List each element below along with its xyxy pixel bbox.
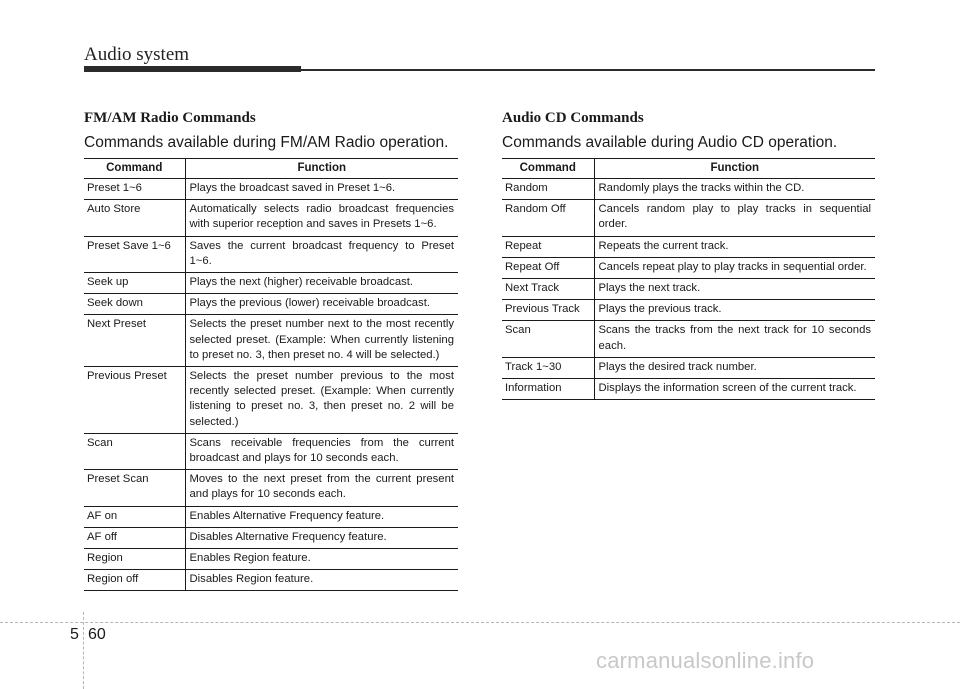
- table-row: [502, 321, 875, 357]
- table-row: [502, 379, 875, 400]
- function-cell: Plays the desired track number.: [594, 357, 875, 378]
- header-rule-thin: [301, 69, 875, 71]
- function-cell: Scans the tracks from the next track for 10 seconds each.: [594, 321, 875, 357]
- function-cell: Plays the next track.: [594, 279, 875, 300]
- table-row: [502, 236, 875, 257]
- audio-cd-commands-section: [502, 110, 875, 400]
- command-cell: Seek down: [84, 294, 185, 315]
- command-cell: Preset Save 1~6: [84, 236, 185, 272]
- command-cell: Scan: [502, 321, 594, 357]
- table-row: [502, 200, 875, 236]
- table-row: [84, 315, 458, 367]
- function-cell: Displays the information screen of the current track.: [594, 379, 875, 400]
- fm-am-table-body: [84, 179, 458, 591]
- command-cell: Region: [84, 549, 185, 570]
- audio-cd-table-body: [502, 179, 875, 400]
- command-cell: Track 1~30: [502, 357, 594, 378]
- footer-divider: [0, 622, 960, 623]
- command-cell: Next Track: [502, 279, 594, 300]
- command-cell: AF on: [84, 506, 185, 527]
- command-cell: Seek up: [84, 273, 185, 294]
- table-row: [502, 357, 875, 378]
- table-row: [84, 527, 458, 548]
- function-cell: Saves the current broadcast frequency to Preset 1~6.: [185, 236, 458, 272]
- table-row: [84, 179, 458, 200]
- command-cell: Region off: [84, 570, 185, 591]
- table-row: [84, 570, 458, 591]
- command-cell: Information: [502, 379, 594, 400]
- fm-am-commands-table: [84, 158, 458, 591]
- audio-cd-commands-table: [502, 158, 875, 400]
- function-cell: Disables Alternative Frequency feature.: [185, 527, 458, 548]
- function-cell: Plays the broadcast saved in Preset 1~6.: [185, 179, 458, 200]
- table-row: [502, 300, 875, 321]
- table-row: [84, 433, 458, 469]
- table-row: [84, 549, 458, 570]
- command-cell: Scan: [84, 433, 185, 469]
- function-cell: Repeats the current track.: [594, 236, 875, 257]
- command-cell: Auto Store: [84, 200, 185, 236]
- command-cell: Random Off: [502, 200, 594, 236]
- page-header-title: Audio system: [84, 44, 190, 65]
- header-rule-thick: [84, 66, 301, 72]
- command-cell: Previous Track: [502, 300, 594, 321]
- column-header-function: Function: [185, 159, 458, 179]
- table-row: [84, 470, 458, 506]
- table-row: [84, 506, 458, 527]
- function-cell: Enables Region feature.: [185, 549, 458, 570]
- table-row: [84, 367, 458, 434]
- table-row: [502, 179, 875, 200]
- function-cell: Scans receivable frequencies from the current broadcast and plays for 10 seconds each.: [185, 433, 458, 469]
- table-header-row: [84, 159, 458, 179]
- table-header-row: [502, 159, 875, 179]
- function-cell: Cancels random play to play tracks in sequential order.: [594, 200, 875, 236]
- table-row: [84, 200, 458, 236]
- function-cell: Plays the previous (lower) receivable broadcast.: [185, 294, 458, 315]
- command-cell: Preset Scan: [84, 470, 185, 506]
- table-row: [84, 236, 458, 272]
- fm-am-section-title: FM/AM Radio Commands: [84, 110, 256, 126]
- command-cell: Random: [502, 179, 594, 200]
- function-cell: Plays the previous track.: [594, 300, 875, 321]
- function-cell: Enables Alternative Frequency feature.: [185, 506, 458, 527]
- table-row: [502, 257, 875, 278]
- chapter-number: 5: [70, 626, 79, 643]
- page-number: 60: [88, 626, 106, 643]
- audio-cd-section-title: Audio CD Commands: [502, 110, 644, 126]
- function-cell: Plays the next (higher) receivable broadcast.: [185, 273, 458, 294]
- fm-am-section-subtitle: Commands available during FM/AM Radio operation.: [84, 134, 449, 151]
- table-row: [84, 294, 458, 315]
- table-row: [502, 279, 875, 300]
- command-cell: Repeat Off: [502, 257, 594, 278]
- function-cell: Moves to the next preset from the current present and plays for 10 seconds each.: [185, 470, 458, 506]
- command-cell: Next Preset: [84, 315, 185, 367]
- table-row: [84, 273, 458, 294]
- footer-vertical-divider: [83, 612, 84, 689]
- audio-cd-section-subtitle: Commands available during Audio CD operation.: [502, 134, 838, 151]
- function-cell: Selects the preset number next to the most recently selected preset. (Example: When currently listening to preset no. 3, then preset no. 4 will be selected.): [185, 315, 458, 367]
- fm-am-commands-section: [84, 110, 458, 591]
- column-header-function: Function: [594, 159, 875, 179]
- command-cell: Repeat: [502, 236, 594, 257]
- function-cell: Randomly plays the tracks within the CD.: [594, 179, 875, 200]
- column-header-command: Command: [84, 159, 185, 179]
- command-cell: Previous Preset: [84, 367, 185, 434]
- function-cell: Selects the preset number previous to the most recently selected preset. (Example: When currently listening to preset no. 3, then preset no. 2 will be selected.): [185, 367, 458, 434]
- function-cell: Automatically selects radio broadcast frequencies with superior reception and saves in Presets 1~6.: [185, 200, 458, 236]
- watermark-text: carmanualsonline.info: [596, 648, 815, 673]
- command-cell: Preset 1~6: [84, 179, 185, 200]
- column-header-command: Command: [502, 159, 594, 179]
- function-cell: Cancels repeat play to play tracks in sequential order.: [594, 257, 875, 278]
- command-cell: AF off: [84, 527, 185, 548]
- function-cell: Disables Region feature.: [185, 570, 458, 591]
